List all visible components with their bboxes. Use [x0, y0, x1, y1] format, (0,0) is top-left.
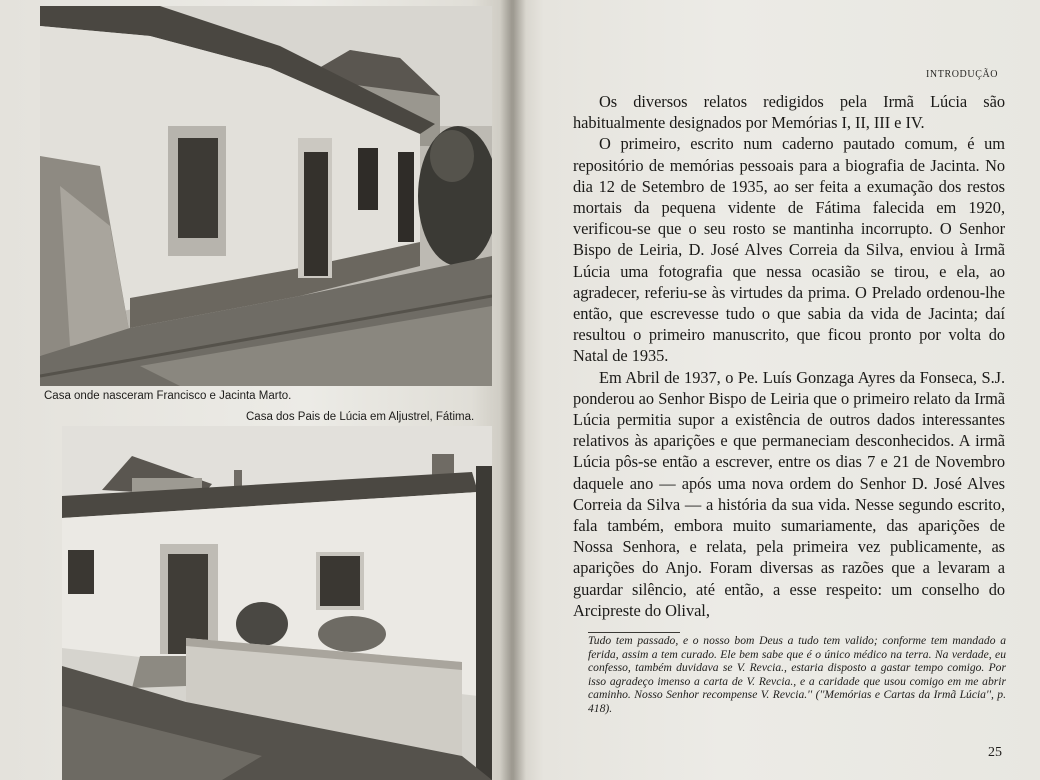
photo-marto-house: [40, 6, 492, 386]
left-page: [0, 0, 512, 780]
book-gutter: [500, 0, 526, 780]
footnote-text: Tudo tem passado, e o nosso bom Deus a tudo tem valido; conforme tem mandado a ferida, assim a tem curado. Ele bem sabe que é o único médico na terra. Na verdade, eu confesso, também duvidava se V. Revcia., estaria disposto a gastar tempo comigo. Por isso agradeço imenso a carta de V. Revcia., e a caridade que usou comigo em me abrir caminho. Nosso Senhor recompense V. Revcia.'' (''Memórias e Cartas da Irmã Lúcia'', p. 418).: [588, 634, 1006, 715]
footnote: [588, 620, 1006, 716]
running-head: INTRODUÇÃO: [926, 69, 999, 80]
bottom-photo-caption: Casa dos Pais de Lúcia em Aljustrel, Fátima.: [246, 411, 475, 423]
photo-marto-house-image: [40, 6, 492, 386]
paragraph: Os diversos relatos redigidos pela Irmã Lúcia são habitualmente designados por Memórias I, II, III e IV.: [573, 92, 1005, 133]
paragraph: Em Abril de 1937, o Pe. Luís Gonzaga Ayres da Fonseca, S.J. ponderou ao Senhor Bispo de Leiria que o primeiro relato da Irmã Lúcia permitia supor a existência de outros dados interessantes relativos às aparições e que permaneciam desconhecidos. A irmã Lúcia pôs-se então a escrever, entre os dias 7 e 21 de Novembro daquele ano — após uma nova ordem do Senhor D. José Alves Correia da Silva — a história da sua vida. Nesse segundo escrito, fala também, embora muito sumariamente, das aparições de Nossa Senhora, e relata, pela primeira vez publicamente, as aparições do Anjo. Foram diversas as razões que a levaram a guardar silêncio, até então, a esse respeito: um conselho do Arcipreste do Olival,: [573, 367, 1005, 620]
page-number: 25: [988, 745, 1002, 760]
body-text: [573, 91, 1005, 621]
footnote-rule: [588, 632, 680, 633]
photo-lucia-parents-house: [62, 426, 492, 780]
top-photo-caption: Casa onde nasceram Francisco e Jacinta Marto.: [44, 390, 292, 402]
paragraph: O primeiro, escrito num caderno pautado comum, é um repositório de memórias pessoais para a biografia de Jacinta. No dia 12 de Setembro de 1935, ao ser feita a exumação dos restos mortais da pequena vidente de Fátima falecida em 1920, verificou-se que o seu rosto se mantinha incorrupto. O Senhor Bispo de Leiria, D. José Alves Correia da Silva, enviou à Irmã Lúcia uma fotografia que nessa ocasião se tirou, e ela, ao agradecer, referiu-se às virtudes da prima. O Prelado ordenou-lhe então, que escrevesse tudo o que sabia da vida de Jacinta; daí resultou o primeiro manuscrito, que ficou pronto por volta do Natal de 1935.: [573, 134, 1005, 366]
photo-lucia-parents-house-image: [62, 426, 492, 780]
